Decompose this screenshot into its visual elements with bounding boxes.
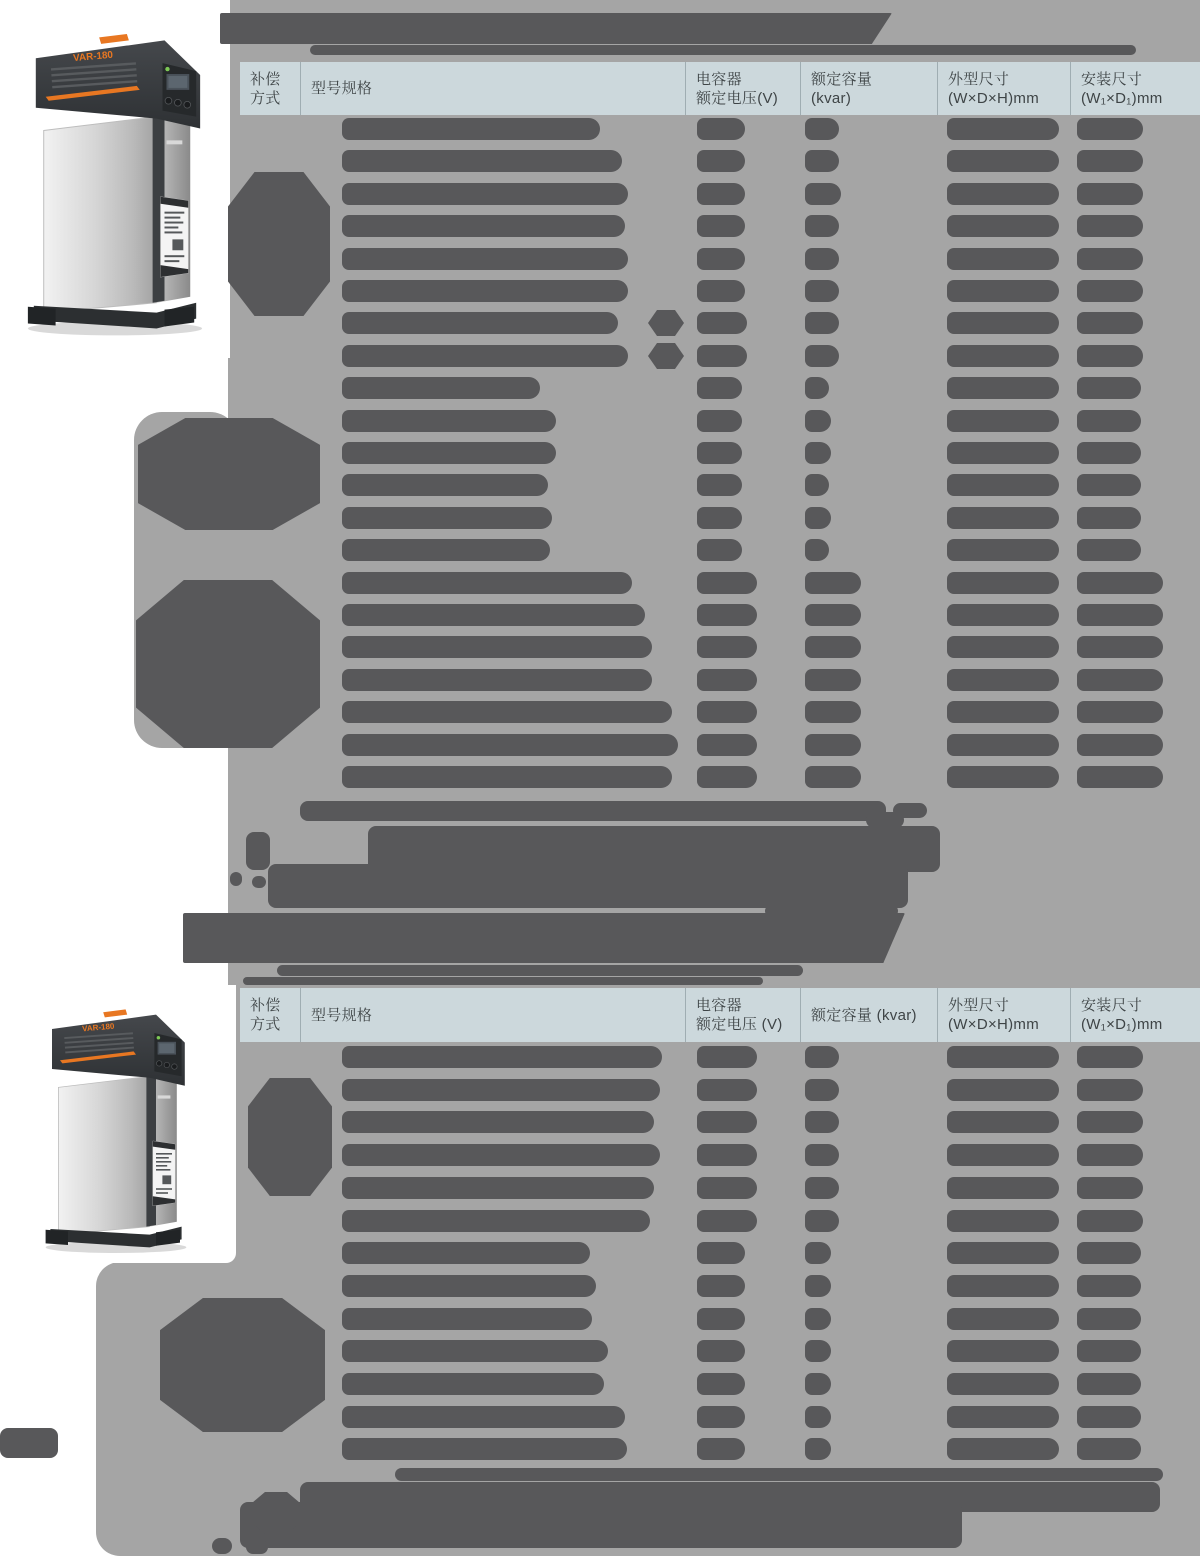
capacitor-device-image: [16, 12, 214, 342]
redacted-cell-text: [947, 280, 1059, 302]
redacted-cell-text: [1077, 669, 1163, 691]
redacted-cell-text: [1077, 766, 1163, 788]
redacted-cell-text: [697, 766, 757, 788]
redacted-cell-text: [805, 507, 831, 529]
redacted-cell-text: [697, 377, 742, 399]
redacted-cell-text: [805, 572, 861, 594]
redacted-cell-text: [697, 572, 757, 594]
header-label: 安装尺寸: [1081, 70, 1143, 88]
header-cell-2: [300, 62, 685, 115]
redacted-cell-text: [342, 1340, 608, 1362]
redacted-cell-text: [342, 766, 672, 788]
header-label: 额定电压 (V): [696, 1016, 783, 1033]
redacted-cell-text: [697, 669, 757, 691]
header-cell-6: [1070, 62, 1200, 115]
redacted-cell-text: [1077, 1438, 1141, 1460]
header-label: 额定容量 (kvar): [811, 1006, 917, 1024]
redacted-cell-text: [1077, 248, 1143, 270]
redacted-cell-text: [1077, 539, 1141, 561]
redacted-cell-text: [1077, 183, 1143, 205]
group-label-redacted: [160, 1298, 325, 1432]
redacted-cell-text: [805, 1144, 839, 1166]
redacted-cell-text: [342, 604, 645, 626]
redacted-cell-text: [697, 604, 757, 626]
redacted-cell-text: [947, 1144, 1059, 1166]
redacted-cell-text: [947, 1308, 1059, 1330]
redacted-cell-text: [947, 1210, 1059, 1232]
redacted-cell-text: [342, 1210, 650, 1232]
redacted-cell-text: [342, 312, 618, 334]
redacted-cell-text: [342, 410, 556, 432]
redacted-cell-text: [697, 183, 745, 205]
redacted-cell-text: [805, 1340, 831, 1362]
redacted-cell-text: [947, 734, 1059, 756]
redacted-cell-text: [342, 345, 628, 367]
redacted-cell-text: [805, 701, 861, 723]
redacted-cell-text: [1077, 377, 1141, 399]
note-redacted: [300, 801, 886, 821]
redacted-cell-text: [805, 604, 861, 626]
redacted-cell-text: [805, 1406, 831, 1428]
header-label: 电容器: [696, 70, 742, 88]
note-redacted: [230, 872, 242, 886]
redacted-cell-text: [342, 1144, 660, 1166]
redacted-cell-text: [947, 312, 1059, 334]
header-label: 方式: [250, 1016, 281, 1033]
header-cell-2: [300, 988, 685, 1042]
redacted-cell-text: [947, 1275, 1059, 1297]
redacted-cell-text: [1077, 150, 1143, 172]
header-label: 额定容量: [811, 70, 873, 88]
redacted-cell-text: [342, 1438, 627, 1460]
redacted-cell-text: [697, 118, 745, 140]
redacted-cell-text: [342, 1111, 654, 1133]
redacted-cell-text: [805, 345, 839, 367]
header-label: 外型尺寸: [948, 70, 1010, 88]
redacted-cell-text: [805, 766, 861, 788]
redacted-cell-text: [697, 539, 742, 561]
redacted-cell-text: [805, 474, 829, 496]
group-label-redacted: [228, 172, 330, 316]
note-redacted: [268, 864, 908, 908]
redacted-cell-text: [1077, 410, 1141, 432]
redacted-cell-text: [947, 1242, 1059, 1264]
redacted-cell-text: [805, 1046, 839, 1068]
redacted-cell-text: [947, 474, 1059, 496]
redacted-cell-text: [1077, 1340, 1141, 1362]
redacted-cell-text: [947, 442, 1059, 464]
redacted-cell-text: [342, 377, 540, 399]
note-redacted: [246, 832, 270, 870]
redacted-cell-text: [342, 507, 552, 529]
redacted-cell-text: [1077, 604, 1163, 626]
redacted-cell-text: [947, 1177, 1059, 1199]
note-redacted: [212, 1538, 232, 1554]
redacted-cell-text: [947, 572, 1059, 594]
redacted-cell-text: [947, 377, 1059, 399]
header-label: (kvar): [811, 89, 852, 107]
redacted-cell-text: [805, 410, 831, 432]
redacted-cell-text: [805, 669, 861, 691]
redacted-cell-text: [697, 1079, 757, 1101]
redacted-cell-text: [342, 442, 556, 464]
note-redacted: [395, 1468, 1163, 1481]
redacted-cell-text: [947, 636, 1059, 658]
redacted-cell-text: [805, 636, 861, 658]
redacted-cell-text: [342, 1046, 662, 1068]
redacted-cell-text: [947, 1406, 1059, 1428]
redacted-cell-text: [805, 1242, 831, 1264]
redacted-cell-text: [342, 734, 678, 756]
redacted-cell-text: [1077, 1406, 1141, 1428]
redacted-cell-text: [1077, 507, 1141, 529]
group-label-redacted: [248, 1078, 332, 1196]
redacted-cell-text: [805, 442, 831, 464]
redacted-cell-text: [697, 248, 745, 270]
redacted-cell-text: [697, 280, 745, 302]
redacted-cell-text: [342, 1275, 596, 1297]
redacted-cell-text: [947, 1438, 1059, 1460]
capacitor-device-image: [22, 993, 210, 1257]
redacted-cell-text: [342, 1079, 660, 1101]
header-label: (W₁×D₁)mm: [1081, 1016, 1163, 1033]
redacted-cell-text: [342, 1177, 654, 1199]
redacted-cell-text: [805, 248, 839, 270]
redacted-cell-text: [342, 636, 652, 658]
redacted-cell-text: [1077, 1046, 1143, 1068]
redacted-cell-text: [1077, 734, 1163, 756]
title-2-redacted: [183, 913, 905, 963]
redacted-cell-text: [1077, 636, 1163, 658]
redacted-cell-text: [342, 1406, 625, 1428]
group-label-redacted: [138, 418, 320, 530]
redacted-cell-text: [1077, 442, 1141, 464]
redacted-cell-text: [947, 215, 1059, 237]
redacted-cell-text: [342, 572, 632, 594]
table-2-header: [240, 988, 1200, 1042]
redacted-cell-text: [1077, 1373, 1141, 1395]
redacted-cell-text: [697, 410, 742, 432]
product-photo-1: [0, 0, 230, 358]
note-redacted: [253, 1492, 299, 1534]
redacted-cell-text: [697, 1210, 757, 1232]
redacted-cell-text: [1077, 1210, 1143, 1232]
redacted-cell-text: [697, 150, 745, 172]
redacted-cell-text: [697, 507, 742, 529]
redacted-cell-text: [697, 474, 742, 496]
redacted-cell-text: [805, 280, 839, 302]
redacted-cell-text: [947, 1373, 1059, 1395]
header-cell-1: [240, 62, 300, 115]
redacted-cell-text: [697, 1144, 757, 1166]
redacted-cell-text: [947, 1111, 1059, 1133]
redacted-cell-text: [697, 1308, 745, 1330]
redacted-cell-text: [1077, 280, 1143, 302]
redacted-cell-text: [947, 183, 1059, 205]
header-label: 额定电压(V): [696, 89, 779, 107]
header-cell-4: [800, 62, 937, 115]
redacted-cell-text: [947, 1046, 1059, 1068]
redacted-cell-text: [342, 539, 550, 561]
redacted-cell-text: [1077, 1079, 1143, 1101]
redacted-cell-text: [805, 312, 839, 334]
header-label: 补偿: [250, 70, 281, 88]
redacted-cell-text: [1077, 1242, 1141, 1264]
redacted-cell-text: [1077, 572, 1163, 594]
redacted-cell-text: [342, 183, 628, 205]
redacted-cell-text: [697, 1177, 757, 1199]
redacted-cell-text: [1077, 701, 1163, 723]
redacted-cell-text: [947, 507, 1059, 529]
note-redacted: [246, 1540, 268, 1554]
redacted-cell-text: [1077, 1275, 1141, 1297]
subtitle-2-redacted: [243, 977, 763, 985]
redacted-cell-text: [947, 766, 1059, 788]
redacted-cell-text: [697, 1275, 745, 1297]
redacted-cell-text: [805, 1438, 831, 1460]
header-label: (W₁×D₁)mm: [1081, 89, 1163, 107]
redacted-cell-text: [805, 1373, 831, 1395]
subtitle-1-redacted: [310, 45, 1136, 55]
redacted-cell-text: [947, 150, 1059, 172]
header-label: (W×D×H)mm: [948, 1016, 1040, 1033]
redacted-cell-text: [697, 1111, 757, 1133]
redacted-cell-text: [947, 248, 1059, 270]
header-label: 外型尺寸: [948, 997, 1010, 1014]
redacted-cell-text: [947, 669, 1059, 691]
redacted-cell-text: [342, 1308, 592, 1330]
redacted-cell-text: [947, 539, 1059, 561]
redacted-cell-text: [805, 183, 841, 205]
redacted-cell-text: [342, 701, 672, 723]
header-label: 安装尺寸: [1081, 997, 1143, 1014]
redacted-cell-text: [697, 215, 745, 237]
redacted-cell-text: [342, 474, 548, 496]
redacted-cell-text: [342, 669, 652, 691]
redacted-cell-text: [805, 734, 861, 756]
redacted-cell-text: [697, 442, 742, 464]
redacted-cell-text: [1077, 474, 1141, 496]
redacted-cell-text: [805, 150, 839, 172]
redacted-cell-text: [1077, 312, 1143, 334]
redacted-cell-text: [697, 312, 747, 334]
header-cell-3: [685, 62, 800, 115]
header-cell-4: [800, 988, 937, 1042]
redacted-cell-text: [805, 1177, 839, 1199]
redacted-cell-text: [342, 150, 622, 172]
redacted-cell-text: [1077, 345, 1143, 367]
header-label: (W×D×H)mm: [948, 89, 1040, 107]
redacted-cell-text: [697, 701, 757, 723]
redacted-cell-text: [697, 1340, 745, 1362]
redacted-cell-text: [697, 1406, 745, 1428]
header-label: 电容器: [696, 997, 742, 1014]
redacted-cell-text: [1077, 1111, 1143, 1133]
redacted-cell-text: [805, 377, 829, 399]
header-cell-3: [685, 988, 800, 1042]
redacted-cell-text: [805, 1079, 839, 1101]
redacted-cell-text: [342, 1373, 604, 1395]
redacted-cell-text: [805, 118, 839, 140]
header-label: 型号规格: [311, 80, 373, 97]
redacted-cell-text: [342, 248, 628, 270]
redacted-cell-text: [342, 1242, 590, 1264]
redacted-cell-text: [342, 118, 600, 140]
redacted-cell-text: [805, 1275, 831, 1297]
redacted-cell-text: [947, 701, 1059, 723]
redacted-cell-text: [697, 1046, 757, 1068]
redacted-cell-text: [697, 345, 747, 367]
redacted-cell-text: [1077, 1177, 1143, 1199]
header-label: 补偿: [250, 997, 281, 1014]
header-cell-5: [937, 62, 1070, 115]
header-cell-5: [937, 988, 1070, 1042]
redacted-cell-text: [342, 280, 628, 302]
redacted-cell-text: [697, 636, 757, 658]
header-label: 型号规格: [311, 1006, 373, 1024]
redacted-cell-text: [947, 345, 1059, 367]
redacted-cell-text: [947, 604, 1059, 626]
redacted-cell-text: [805, 1308, 831, 1330]
redacted-cell-text: [697, 1373, 745, 1395]
title-1-redacted: [220, 13, 892, 44]
redacted-cell-text: [342, 215, 625, 237]
redacted-cell-text: [697, 1438, 745, 1460]
table-1-header: [240, 62, 1200, 115]
redacted-cell-text: [947, 118, 1059, 140]
footer-mark-redacted: [0, 1428, 58, 1458]
redacted-cell-text: [1077, 215, 1143, 237]
group-label-redacted: [136, 580, 320, 748]
product-photo-2: [0, 985, 236, 1263]
redacted-cell-text: [697, 734, 757, 756]
redacted-cell-text: [805, 539, 829, 561]
header-cell-1: [240, 988, 300, 1042]
redacted-cell-text: [1077, 1308, 1141, 1330]
redacted-cell-text: [1077, 118, 1143, 140]
redacted-cell-text: [697, 1242, 745, 1264]
redacted-cell-text: [947, 410, 1059, 432]
subtitle-2-redacted: [277, 965, 803, 976]
redacted-cell-text: [805, 215, 839, 237]
redacted-cell-text: [947, 1340, 1059, 1362]
redacted-cell-text: [947, 1079, 1059, 1101]
note-redacted: [252, 876, 266, 888]
redacted-cell-text: [805, 1210, 839, 1232]
redacted-cell-text: [805, 1111, 839, 1133]
note-redacted: [240, 1502, 962, 1548]
header-cell-6: [1070, 988, 1200, 1042]
header-label: 方式: [250, 89, 281, 107]
redacted-cell-text: [1077, 1144, 1143, 1166]
